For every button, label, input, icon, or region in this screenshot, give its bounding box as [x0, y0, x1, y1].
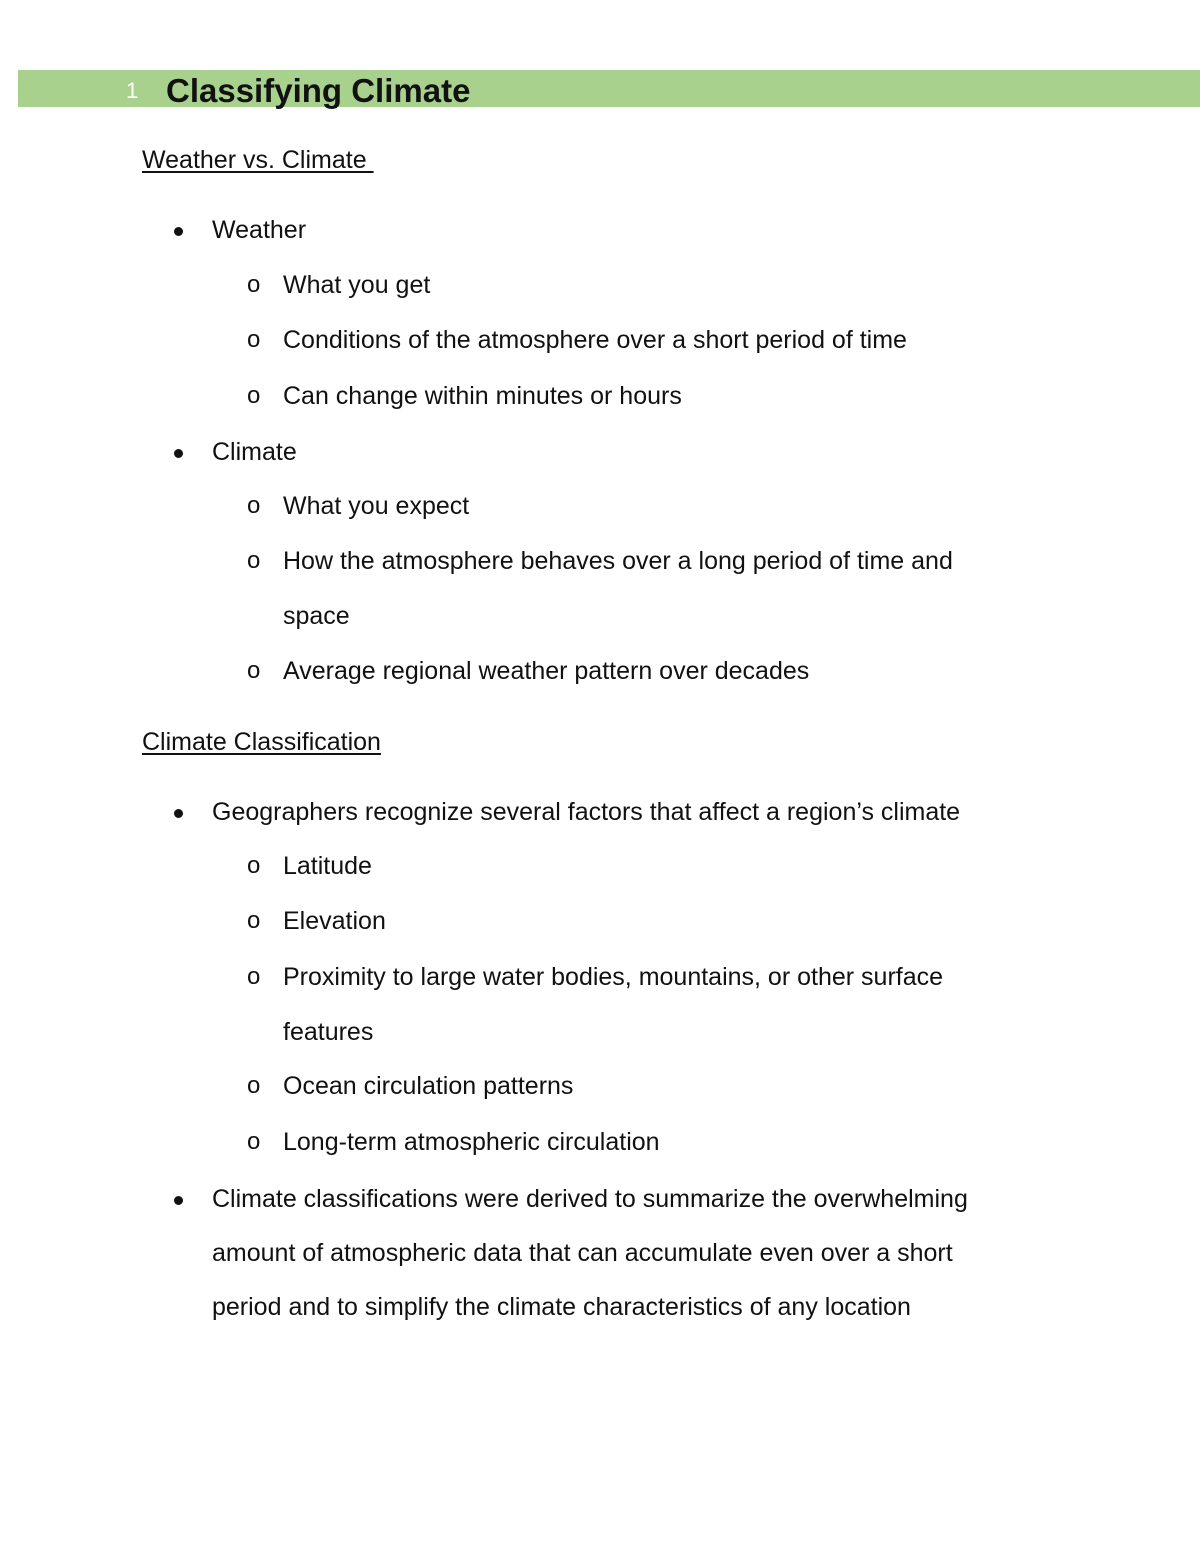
sub-bullet-icon: o	[247, 382, 261, 409]
bullet-icon	[172, 437, 188, 467]
section-heading-climate-classification: Climate Classification	[142, 728, 381, 756]
sub-bullet-icon: o	[247, 271, 261, 298]
bullet-icon	[172, 215, 188, 245]
sub-bullet-icon: o	[247, 963, 261, 990]
sub-list-item: What you get	[283, 271, 431, 299]
sub-bullet-icon: o	[247, 1072, 261, 1099]
sub-list-item-continuation: features	[283, 1018, 374, 1046]
sub-bullet-icon: o	[247, 547, 261, 574]
sub-list-item: Latitude	[283, 852, 372, 880]
sub-list-item: How the atmosphere behaves over a long period of time and	[283, 547, 953, 575]
list-item-classifications-line: Climate classifications were derived to summarize the overwhelming	[212, 1185, 968, 1213]
sub-bullet-icon: o	[247, 492, 261, 519]
sub-list-item: Can change within minutes or hours	[283, 382, 682, 410]
sub-list-item: Ocean circulation patterns	[283, 1072, 574, 1100]
sub-bullet-icon: o	[247, 657, 261, 684]
sub-bullet-icon: o	[247, 907, 261, 934]
sub-bullet-icon: o	[247, 1128, 261, 1155]
sub-list-item: Proximity to large water bodies, mountains, or other surface	[283, 963, 944, 991]
sub-list-item: Long-term atmospheric circulation	[283, 1128, 660, 1156]
list-item-factors: Geographers recognize several factors that affect a region’s climate	[212, 798, 961, 826]
sub-list-item: What you expect	[283, 492, 470, 520]
section-heading-weather-vs-climate: Weather vs. Climate	[142, 146, 374, 174]
sub-bullet-icon: o	[247, 852, 261, 879]
sub-list-item-continuation: space	[283, 602, 350, 630]
sub-bullet-icon: o	[247, 326, 261, 353]
sub-list-item: Conditions of the atmosphere over a short period of time	[283, 326, 907, 354]
page-title: Classifying Climate	[166, 72, 471, 109]
heading-number: 1	[126, 78, 139, 103]
bullet-icon	[172, 797, 188, 827]
list-item-classifications-line: period and to simplify the climate characteristics of any location	[212, 1293, 911, 1321]
list-item-climate: Climate	[212, 438, 297, 466]
sub-list-item: Elevation	[283, 907, 386, 935]
bullet-icon	[172, 1184, 188, 1214]
list-item-classifications-line: amount of atmospheric data that can accumulate even over a short	[212, 1239, 953, 1267]
sub-list-item: Average regional weather pattern over decades	[283, 657, 810, 685]
list-item-weather: Weather	[212, 216, 307, 244]
